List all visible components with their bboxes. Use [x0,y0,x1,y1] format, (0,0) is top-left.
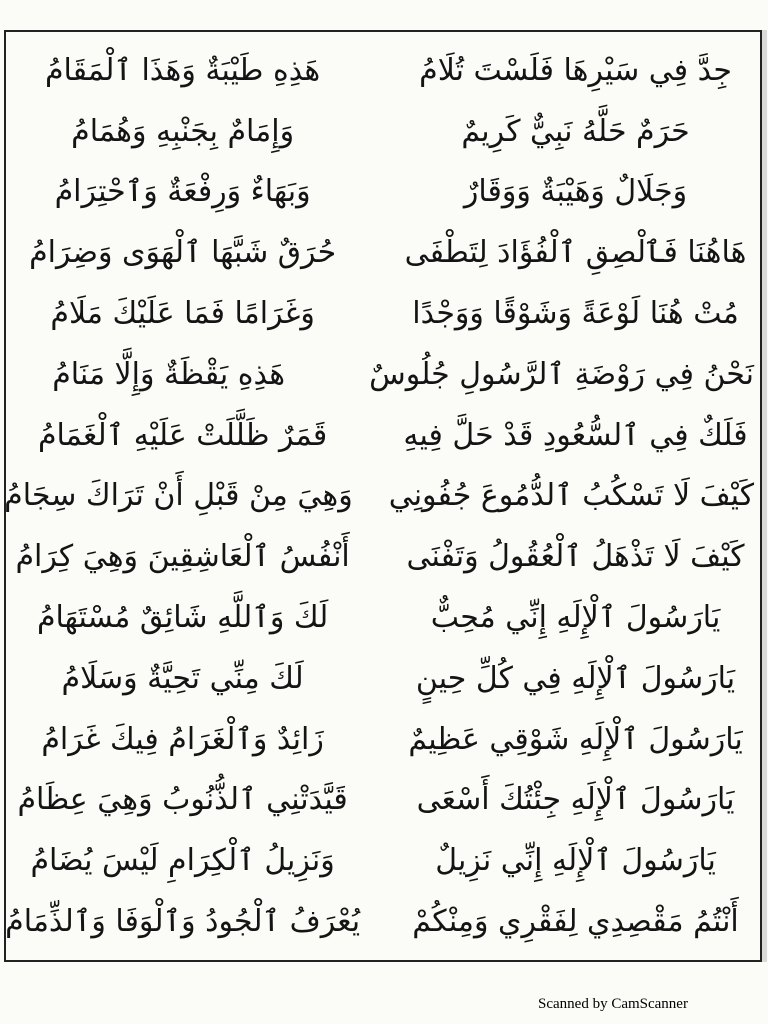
verse-first-hemistich: يَارَسُولَ ٱلْإِلَهِ جِئْتُكَ أَسْعَى [416,782,735,818]
verse-first-hemistich: نَحْنُ فِي رَوْضَةِ ٱلرَّسُولِ جُلُوسٌ [369,356,754,392]
verse-first-hemistich: هَاهُنَا فَٱلْصِقِ ٱلْفُؤَادَ لِتَطْفَى [404,235,747,271]
verse-second-hemistich: وَنَزِيلُ ٱلْكِرَامِ لَيْسَ يُضَامُ [30,843,335,879]
verse-second-hemistich: وَبَهَاءٌ وَرِفْعَةٌ وَٱحْتِرَامُ [54,174,311,210]
poem-body [4,40,754,952]
verse-line [4,466,754,527]
verse-first-hemistich: كَيْفَ لَا تَسْكُبُ ٱلدُّمُوعَ جُفُونِي [388,478,754,514]
verse-second-hemistich: لَكَ وَٱللَّهِ شَائِقٌ مُسْتَهَامُ [36,600,329,636]
verse-second-hemistich: هَذِهِ طَيْبَةٌ وَهَذَا ٱلْمَقَامُ [44,52,321,88]
verse-second-hemistich: هَذِهِ يَقْظَةٌ وَإِلَّا مَنَامُ [52,356,286,392]
verse-line [4,709,754,770]
verse-line [4,648,754,709]
verse-second-hemistich: قَيَّدَتْنِي ٱلذُّنُوبُ وَهِيَ عِظَامُ [17,782,348,818]
verse-first-hemistich: يَارَسُولَ ٱلْإِلَهِ إِنِّي مُحِبٌّ [430,600,721,636]
verse-line [4,162,754,223]
scanner-watermark: Scanned by CamScanner [538,996,688,1012]
verse-first-hemistich: يَارَسُولَ ٱلْإِلَهِ إِنِّي نَزِيلٌ [435,843,716,879]
verse-first-hemistich: جِدَّ فِي سَيْرِهَا فَلَسْتَ تُلَامُ [419,52,732,88]
verse-second-hemistich: أَنْفُسُ ٱلْعَاشِقِينَ وَهِيَ كِرَامُ [15,539,350,575]
verse-line [4,101,754,162]
verse-second-hemistich: وَإِمَامٌ بِجَنْبِهِ وَهُمَامُ [71,113,295,149]
verse-second-hemistich: زَائِدٌ وَٱلْغَرَامُ فِيكَ غَرَامُ [41,721,324,757]
verse-line [4,587,754,648]
verse-second-hemistich: قَمَرٌ ظَلَّلَتْ عَلَيْهِ ٱلْغَمَامُ [37,417,328,453]
verse-second-hemistich: لَكَ مِنِّي تَحِيَّةٌ وَسَلَامُ [61,660,304,696]
verse-line [4,405,754,466]
verse-line [4,344,754,405]
verse-first-hemistich: مُتْ هُنَا لَوْعَةً وَشَوْقًا وَوَجْدًا [412,296,739,332]
verse-first-hemistich: حَرَمٌ حَلَّهُ نَبِيٌّ كَرِيمٌ [461,113,690,149]
verse-line [4,830,754,891]
verse-line [4,891,754,952]
verse-second-hemistich: وَهِيَ مِنْ قَبْلِ أَنْ تَرَاكَ سِجَامُ [4,478,353,514]
verse-line [4,222,754,283]
verse-first-hemistich: يَارَسُولَ ٱلْإِلَهِ شَوْقِي عَظِيمٌ [408,721,743,757]
verse-second-hemistich: وَغَرَامًا فَمَا عَلَيْكَ مَلَامُ [50,296,315,332]
verse-first-hemistich: أَنْتُمُ مَقْصِدِي لِفَقْرِي وَمِنْكُمْ [412,904,739,940]
verse-first-hemistich: فَلَكٌ فِي ٱلسُّعُودِ قَدْ حَلَّ فِيهِ [403,417,748,453]
verse-second-hemistich: حُرَقٌ شَبَّهَا ٱلْهَوَى وَضِرَامُ [29,235,337,271]
verse-first-hemistich: كَيْفَ لَا تَذْهَلُ ٱلْعُقُولُ وَتَفْنَى [406,539,745,575]
verse-first-hemistich: يَارَسُولَ ٱلْإِلَهِ فِي كُلِّ حِينٍ [415,660,736,696]
verse-line [4,40,754,101]
verse-second-hemistich: يُعْرَفُ ٱلْجُودُ وَٱلْوَفَا وَٱلذِّمَامُ [5,904,361,940]
verse-line [4,283,754,344]
verse-line [4,526,754,587]
verse-line [4,770,754,831]
verse-first-hemistich: وَجَلَالٌ وَهَيْبَةٌ وَوَقَارٌ [463,174,688,210]
